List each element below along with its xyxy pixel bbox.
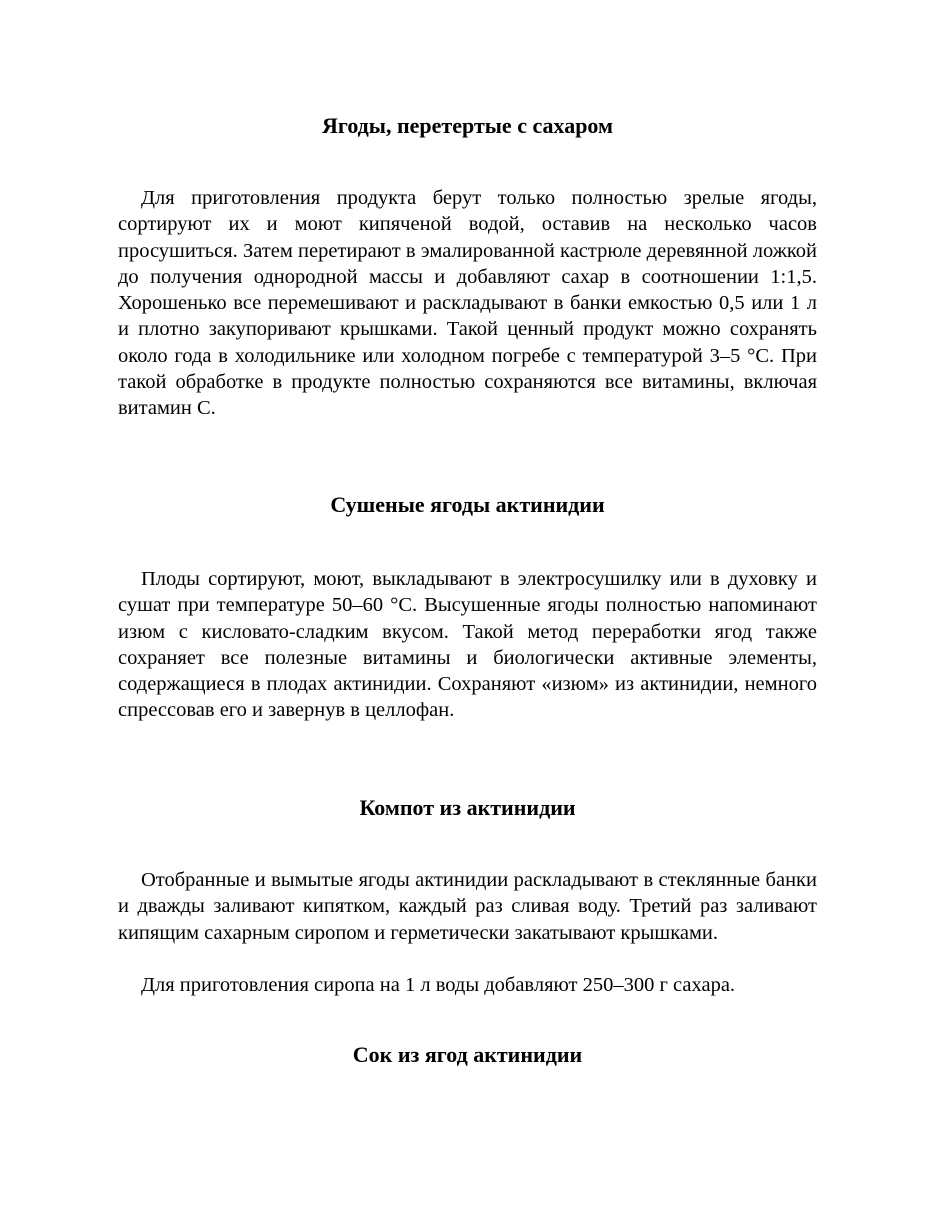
section-paragraph: Для приготовления продукта берут только полностью зрелые ягоды, сортируют их и моют кипяченой водой, оставив на несколько часов просушиться. Затем перетирают в эмалированной кастрюле деревянной ложкой до получения однородной массы и добавляют сахар в соотношении 1:1,5. Хорошенько все перемешивают и раскладывают в банки емкостью 0,5 или 1 л и плотно закупоривают крышками. Такой ценный продукт можно сохранять около года в холодильнике или холодном погребе с температурой 3–5 °С. При такой обработке в продукте полностью сохраняются все витамины, включая витамин С. [118, 187, 817, 420]
section-heading-berries-with-sugar: Ягоды, перетертые с сахаром [321, 113, 614, 138]
section-paragraph: Плоды сортируют, моют, выкладывают в электросушилку или в духовку и сушат при температуре 50–60 °С. Высушенные ягоды полностью напоминают изюм с кисловато-сладким вкусом. Такой метод переработки ягод также сохраняет все полезные витамины и биологически активные элементы, содержащиеся в плодах актинидии. Сохраняют «изюм» из актинидии, немного спрессовав его и завернув в целлофан. [118, 568, 817, 722]
section-heading-dried-berries: Сушеные ягоды актинидии [330, 492, 605, 517]
section-paragraph: Отобранные и вымытые ягоды актинидии раскладывают в стеклянные банки и дважды заливают кипятком, каждый раз сливая воду. Третий раз заливают кипящим сахарным сиропом и герметически закатывают крышками. [118, 869, 817, 944]
section-heading-juice: Сок из ягод актинидии [352, 1042, 583, 1067]
section-paragraph: Для приготовления сиропа на 1 л воды добавляют 250–300 г сахара. [141, 974, 736, 996]
section-heading-compote: Компот из актинидии [359, 795, 576, 820]
